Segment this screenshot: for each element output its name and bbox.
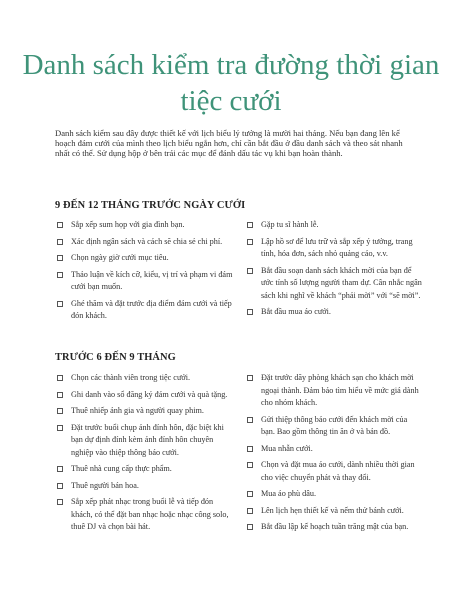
checklist-item (245, 414, 423, 439)
checklist-item (55, 252, 233, 265)
checkbox[interactable] (57, 483, 63, 489)
checklist-item (245, 236, 423, 261)
checklist-item (245, 306, 423, 319)
checklist-item-text: Chọn các thành viên trong tiệc cưới. (71, 373, 191, 382)
checkbox[interactable] (247, 462, 253, 468)
checklist-item-text: Mua áo phù dâu. (261, 489, 317, 498)
checklist-item-text: Bắt đầu soạn danh sách khách mời của bạn để ước tính số lượng người tham dự. Cân nhắc ngân sách khi nghĩ về khách “phải mời” với “sẽ mời”. (261, 265, 422, 300)
checkbox[interactable] (57, 255, 63, 261)
checklist-item (245, 372, 423, 410)
checkbox[interactable] (57, 272, 63, 278)
page-title: Danh sách kiểm tra đường thời gian tiệc cưới (22, 49, 440, 117)
checklist-item-text: Sắp xếp phát nhạc trong buổi lễ và tiếp đón khách, có thể đặt ban nhạc hoặc nhạc công solo, thuê DJ và chọn bài hát. (71, 497, 229, 531)
checklist-item (245, 521, 423, 534)
checkbox[interactable] (247, 239, 253, 245)
checkbox[interactable] (247, 508, 253, 514)
checkbox[interactable] (247, 524, 253, 530)
checklist-item-text: Chọn và đặt mua áo cưới, dành nhiều thời gian cho việc chuyển phát và thay đổi. (261, 460, 415, 482)
checklist-item-text: Gặp tu sĩ hành lễ. (261, 220, 319, 229)
checklist-item (55, 372, 233, 385)
checkbox[interactable] (57, 301, 63, 307)
checklist-item-text: Gửi thiệp thông báo cưới đến khách mời của bạn. Bao gồm thông tin ăn ở và bản đồ. (261, 414, 408, 436)
checkbox[interactable] (57, 408, 63, 414)
checklist-item (55, 463, 233, 476)
checkbox[interactable] (247, 375, 253, 381)
checklist-item (55, 219, 233, 232)
section-1-left-column (55, 219, 233, 327)
checkbox[interactable] (247, 309, 253, 315)
checklist-item-text: Thuê nhiếp ảnh gia và người quay phim. (71, 406, 204, 415)
checklist-item-text: Xác định ngân sách và cách sẽ chia sẻ chi phí. (71, 236, 223, 246)
intro-paragraph: Danh sách kiểm sau đây được thiết kế với lịch biểu lý tưởng là mười hai tháng. Nếu bạn đang lên kế hoạch đám cưới của mình theo lịch biểu ngắn hơn, chỉ cần bắt đầu ở đầu danh sách và theo sát nhanh nhất có thể. Sử dụng hộp ở bên trái các mục để đánh dấu tác vụ khi bạn hoàn thành. (55, 128, 403, 159)
checklist-item-text: Ghi danh vào sổ đăng ký đám cưới và quà tặng. (71, 389, 228, 399)
checkbox[interactable] (247, 268, 253, 274)
checklist-item-text: Thuê người bán hoa. (71, 480, 139, 490)
checklist-item (55, 298, 233, 323)
section-heading-6-9-months: TRƯỚC 6 ĐẾN 9 THÁNG (55, 352, 176, 363)
checkbox[interactable] (57, 375, 63, 381)
checklist-item-text: Ghé thăm và đặt trước địa điểm đám cưới và tiếp đón khách. (71, 298, 232, 320)
checklist-item (55, 269, 233, 294)
checklist-item-text: Thuê nhà cung cấp thực phẩm. (71, 464, 172, 473)
checklist-item-text: Lên lịch hẹn thiết kế và nếm thử bánh cưới. (261, 505, 404, 515)
checkbox[interactable] (57, 392, 63, 398)
checklist-item (55, 405, 233, 418)
section-2-left-column (55, 372, 233, 538)
checklist-item (245, 265, 423, 303)
checkbox[interactable] (247, 491, 253, 497)
checklist-item (55, 496, 233, 534)
checklist-item (245, 505, 423, 518)
checklist-item (245, 443, 423, 456)
section-1-right-column (245, 219, 423, 323)
checklist-item-text: Sắp xếp sum họp với gia đình bạn. (71, 220, 185, 229)
checklist-item (245, 219, 423, 232)
checklist-item-text: Mua nhẫn cưới. (261, 443, 313, 453)
checkbox[interactable] (247, 222, 253, 228)
checklist-item (55, 422, 233, 460)
checkbox[interactable] (247, 446, 253, 452)
checkbox[interactable] (57, 222, 63, 228)
section-heading-9-12-months: 9 ĐẾN 12 THÁNG TRƯỚC NGÀY CƯỚI (55, 200, 246, 211)
checklist-item (245, 488, 423, 501)
checkbox[interactable] (57, 239, 63, 245)
checklist-item-text: Đặt trước dãy phòng khách sạn cho khách mời ngoại thành. Đảm bảo tìm hiểu về mức giá dành cho nhóm khách. (261, 373, 419, 407)
checklist-item-text: Lập hồ sơ để lưu trữ và sắp xếp ý tưởng, trang tính, hóa đơn, sách nhỏ quảng cáo, v.v. (261, 236, 413, 258)
section-2-right-column (245, 372, 423, 538)
checklist-item (55, 480, 233, 493)
checklist-item-text: Chọn ngày giờ cưới mục tiêu. (71, 253, 169, 262)
checkbox[interactable] (57, 466, 63, 472)
checklist-item-text: Đặt trước buổi chụp ảnh đính hôn, đặc biệt khi bạn dự định đính kèm ảnh đính hôn chuyên nghiệp vào thiệp thông báo cưới. (71, 422, 224, 457)
checkbox[interactable] (57, 425, 63, 431)
checklist-item (55, 236, 233, 249)
checklist-item (55, 389, 233, 402)
checklist-item (245, 459, 423, 484)
checklist-item-text: Bắt đầu mua áo cưới. (261, 307, 331, 316)
checklist-item-text: Bắt đầu lập kế hoạch tuần trăng mật của bạn. (261, 522, 409, 531)
checklist-item-text: Thảo luận về kích cỡ, kiểu, vị trí và phạm vi đám cưới bạn muốn. (71, 269, 233, 291)
checkbox[interactable] (247, 417, 253, 423)
checkbox[interactable] (57, 499, 63, 505)
